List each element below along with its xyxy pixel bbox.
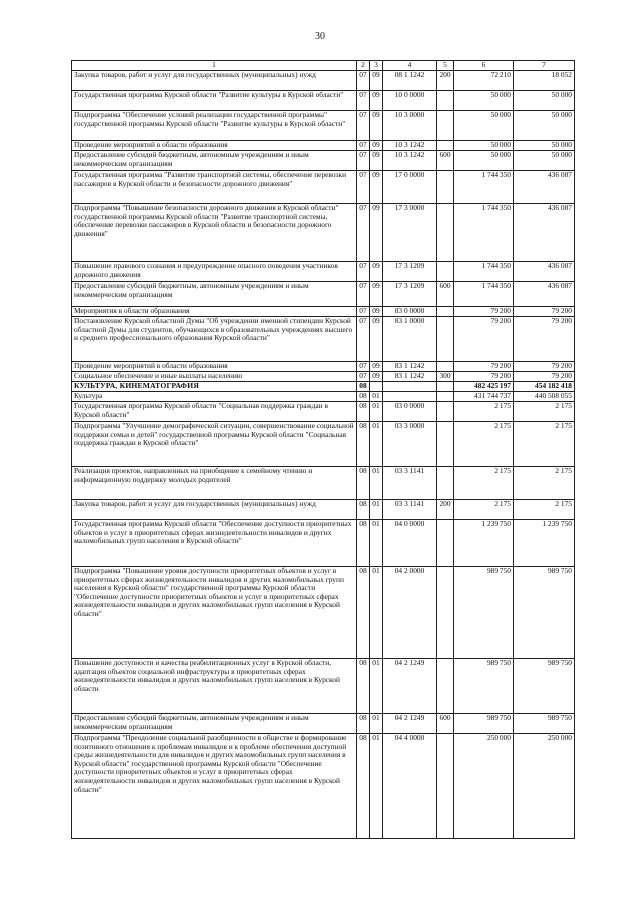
section-code-cell: 07: [357, 71, 370, 91]
header-cell: 2: [357, 61, 370, 71]
row-name-cell: КУЛЬТУРА, КИНЕМАТОГРАФИЯ: [72, 382, 357, 392]
amount-year2-cell: 454 182 418: [514, 382, 575, 392]
amount-year1-cell: 50 000: [454, 111, 514, 141]
amount-year2-cell: 2 175: [514, 500, 575, 520]
section-code-cell: 08: [357, 392, 370, 402]
row-name-cell: Постановление Курской областной Думы "Об учреждении именной стипендии Курской областной Думы для студентов, обучающихся в образовательных учреждениях высшего и среднего профессионального образования Курской области": [72, 317, 357, 362]
table-row: [72, 500, 575, 520]
amount-year2-cell: 1 239 750: [514, 520, 575, 567]
subsection-code-cell: 01: [370, 659, 383, 714]
header-cell: 5: [437, 61, 454, 71]
subsection-code-cell: 01: [370, 714, 383, 734]
expense-type-cell: [437, 171, 454, 204]
expense-type-cell: 600: [437, 282, 454, 307]
amount-year1-cell: 1 744 350: [454, 171, 514, 204]
section-code-cell: 08: [357, 500, 370, 520]
budget-table: [71, 60, 575, 839]
subsection-code-cell: 09: [370, 91, 383, 111]
row-name-cell: Повышение правового сознания и предупреждение опасного поведения участников дорожного движения: [72, 262, 357, 282]
expense-type-cell: 200: [437, 71, 454, 91]
amount-year1-cell: 72 210: [454, 71, 514, 91]
section-code-cell: 08: [357, 382, 370, 392]
amount-year2-cell: 50 000: [514, 151, 575, 171]
target-article-cell: 10 3 1242: [383, 151, 437, 171]
section-code-cell: 08: [357, 520, 370, 567]
amount-year2-cell: 79 200: [514, 307, 575, 317]
table-row: [72, 282, 575, 307]
target-article-cell: 83 1 0000: [383, 317, 437, 362]
amount-year2-cell: 436 087: [514, 282, 575, 307]
table-row: [72, 91, 575, 111]
subsection-code-cell: 01: [370, 422, 383, 467]
table-row: [72, 467, 575, 500]
section-code-cell: 07: [357, 372, 370, 382]
header-cell: 1: [72, 61, 357, 71]
section-code-cell: 08: [357, 402, 370, 422]
expense-type-cell: [437, 91, 454, 111]
expense-type-cell: [437, 734, 454, 839]
amount-year2-cell: 440 508 055: [514, 392, 575, 402]
amount-year1-cell: 79 200: [454, 372, 514, 382]
expense-type-cell: [437, 382, 454, 392]
section-code-cell: 07: [357, 111, 370, 141]
amount-year2-cell: 2 175: [514, 467, 575, 500]
amount-year2-cell: 989 750: [514, 714, 575, 734]
target-article-cell: 04 0 0000: [383, 520, 437, 567]
section-code-cell: 07: [357, 362, 370, 372]
subsection-code-cell: 01: [370, 520, 383, 567]
target-article-cell: 17 3 1209: [383, 262, 437, 282]
amount-year1-cell: 50 000: [454, 91, 514, 111]
target-article-cell: 03 3 0000: [383, 422, 437, 467]
header-cell: 7: [514, 61, 575, 71]
section-code-cell: 07: [357, 307, 370, 317]
row-name-cell: Реализация проектов, направленных на приобщение к семейному чтению и информационную поддержку молодых родителей: [72, 467, 357, 500]
amount-year1-cell: 1 744 350: [454, 282, 514, 307]
row-name-cell: Предоставление субсидий бюджетным, автономным учреждениям и иным некоммерческим организациям: [72, 282, 357, 307]
table-header-row: [72, 61, 575, 71]
subsection-code-cell: 01: [370, 467, 383, 500]
target-article-cell: 83 1 1242: [383, 362, 437, 372]
subsection-code-cell: 09: [370, 141, 383, 151]
section-code-cell: 08: [357, 714, 370, 734]
target-article-cell: 17 3 1209: [383, 282, 437, 307]
amount-year2-cell: 50 000: [514, 141, 575, 151]
section-code-cell: 07: [357, 262, 370, 282]
amount-year2-cell: 250 000: [514, 734, 575, 839]
amount-year1-cell: 79 200: [454, 362, 514, 372]
row-name-cell: Предоставление субсидий бюджетным, автономным учреждениям и иным некоммерческим организациям: [72, 151, 357, 171]
row-name-cell: Культура: [72, 392, 357, 402]
expense-type-cell: [437, 467, 454, 500]
table-row: [72, 151, 575, 171]
amount-year1-cell: 79 200: [454, 307, 514, 317]
subsection-code-cell: 01: [370, 567, 383, 659]
section-code-cell: 07: [357, 204, 370, 262]
table-row: [72, 714, 575, 734]
amount-year2-cell: 989 750: [514, 659, 575, 714]
amount-year2-cell: 18 052: [514, 71, 575, 91]
table-row: [72, 734, 575, 839]
subsection-code-cell: 09: [370, 71, 383, 91]
amount-year1-cell: 2 175: [454, 422, 514, 467]
target-article-cell: 03 3 1141: [383, 467, 437, 500]
target-article-cell: 04 4 0000: [383, 734, 437, 839]
row-name-cell: Проведение мероприятий в области образования: [72, 141, 357, 151]
amount-year1-cell: 989 750: [454, 714, 514, 734]
subsection-code-cell: 09: [370, 151, 383, 171]
subsection-code-cell: 09: [370, 262, 383, 282]
target-article-cell: 17 0 0000: [383, 171, 437, 204]
amount-year1-cell: 431 744 737: [454, 392, 514, 402]
table-row: [72, 372, 575, 382]
row-name-cell: Подпрограмма "Преодоление социальной разобщенности в обществе и формирование позитивного отношения к проблемам инвалидов и к проблеме обеспечения доступной среды жизнедеятельности для инвалидов и других маломобильных групп населения в Курской области" государственной программы Курской области "Обеспечение доступности приоритетных объектов и услуг в приоритетных сферах жизнедеятельности инвалидов и других маломобильных групп населения в Курской области": [72, 734, 357, 839]
expense-type-cell: 200: [437, 500, 454, 520]
amount-year2-cell: 79 200: [514, 317, 575, 362]
target-article-cell: 10 0 0000: [383, 91, 437, 111]
table-row: [72, 141, 575, 151]
section-code-cell: 07: [357, 151, 370, 171]
expense-type-cell: 300: [437, 372, 454, 382]
target-article-cell: 83 0 0000: [383, 307, 437, 317]
header-cell: 3: [370, 61, 383, 71]
amount-year2-cell: 2 175: [514, 402, 575, 422]
amount-year2-cell: 436 087: [514, 262, 575, 282]
amount-year1-cell: 989 750: [454, 567, 514, 659]
amount-year1-cell: 2 175: [454, 402, 514, 422]
amount-year1-cell: 1 744 350: [454, 204, 514, 262]
target-article-cell: [383, 382, 437, 392]
table-row: [72, 71, 575, 91]
table-row: [72, 111, 575, 141]
row-name-cell: Предоставление субсидий бюджетным, автономным учреждениям и иным некоммерческим организациям: [72, 714, 357, 734]
expense-type-cell: 600: [437, 714, 454, 734]
target-article-cell: 10 3 1242: [383, 141, 437, 151]
subsection-code-cell: [370, 382, 383, 392]
row-name-cell: Подпрограмма "Повышение уровня доступности приоритетных объектов и услуг в приоритетных сферах жизнедеятельности инвалидов и других маломобильных групп населения в Курской области" государственной программы Курской области "Обеспечение доступности приоритетных объектов и услуг в приоритетных сферах жизнедеятельности инвалидов и других маломобильных групп населения в Курской области": [72, 567, 357, 659]
table-row: [72, 520, 575, 567]
table-row: [72, 307, 575, 317]
section-code-cell: 08: [357, 659, 370, 714]
target-article-cell: 17 3 0000: [383, 204, 437, 262]
expense-type-cell: [437, 141, 454, 151]
target-article-cell: 03 0 0000: [383, 402, 437, 422]
table-row: [72, 171, 575, 204]
expense-type-cell: [437, 392, 454, 402]
amount-year1-cell: 989 750: [454, 659, 514, 714]
expense-type-cell: [437, 204, 454, 262]
amount-year1-cell: 1 744 350: [454, 262, 514, 282]
target-article-cell: 83 1 1242: [383, 372, 437, 382]
row-name-cell: Закупка товаров, работ и услуг для государственных (муниципальных) нужд: [72, 500, 357, 520]
subsection-code-cell: 09: [370, 204, 383, 262]
amount-year2-cell: 79 200: [514, 372, 575, 382]
amount-year2-cell: 50 000: [514, 91, 575, 111]
expense-type-cell: [437, 362, 454, 372]
table-row: [72, 659, 575, 714]
row-name-cell: Социальное обеспечение и иные выплаты населению: [72, 372, 357, 382]
target-article-cell: 08 1 1242: [383, 71, 437, 91]
expense-type-cell: [437, 307, 454, 317]
row-name-cell: Повышение доступности и качества реабилитационных услуг в Курской области, адаптация объектов социальной инфраструктуры в приоритетных сферах жизнедеятельности инвалидов и других маломобильных групп населения в Курской области: [72, 659, 357, 714]
subsection-code-cell: 01: [370, 392, 383, 402]
expense-type-cell: [437, 317, 454, 362]
table-row: [72, 567, 575, 659]
amount-year2-cell: 436 087: [514, 204, 575, 262]
subsection-code-cell: 09: [370, 282, 383, 307]
header-cell: 6: [454, 61, 514, 71]
target-article-cell: 04 2 1249: [383, 659, 437, 714]
row-name-cell: Закупка товаров, работ и услуг для государственных (муниципальных) нужд: [72, 71, 357, 91]
header-cell: 4: [383, 61, 437, 71]
table-row: [72, 362, 575, 372]
amount-year2-cell: 989 750: [514, 567, 575, 659]
amount-year2-cell: 2 175: [514, 422, 575, 467]
table-row: [72, 262, 575, 282]
table-row: [72, 317, 575, 362]
table-row: [72, 204, 575, 262]
table-row: [72, 402, 575, 422]
row-name-cell: Государственная программа "Развитие транспортной системы, обеспечение перевозки пассажиров в Курской области и безопасности дорожного движения": [72, 171, 357, 204]
row-name-cell: Подпрограмма "Обеспечение условий реализации государственной программы" государственной программы Курской области "Развитие культуры в Курской области": [72, 111, 357, 141]
subsection-code-cell: 09: [370, 111, 383, 141]
subsection-code-cell: 09: [370, 307, 383, 317]
amount-year2-cell: 436 087: [514, 171, 575, 204]
target-article-cell: 10 3 0000: [383, 111, 437, 141]
expense-type-cell: [437, 111, 454, 141]
target-article-cell: 04 2 1249: [383, 714, 437, 734]
target-article-cell: [383, 392, 437, 402]
amount-year1-cell: 79 200: [454, 317, 514, 362]
row-name-cell: Государственная программа Курской области "Развитие культуры в Курской области": [72, 91, 357, 111]
row-name-cell: Подпрограмма "Повышение безопасности дорожного движения в Курской области" государственной программы Курской области "Развитие транспортной системы, обеспечение перевозки пассажиров в Курской области и безопасности дорожного движения": [72, 204, 357, 262]
section-code-cell: 08: [357, 734, 370, 839]
subsection-code-cell: 01: [370, 734, 383, 839]
subsection-code-cell: 01: [370, 500, 383, 520]
amount-year1-cell: 1 239 750: [454, 520, 514, 567]
row-name-cell: Мероприятия в области образования: [72, 307, 357, 317]
page-number: 30: [315, 31, 325, 42]
section-code-cell: 07: [357, 91, 370, 111]
subsection-code-cell: 09: [370, 317, 383, 362]
table-row: [72, 382, 575, 392]
subsection-code-cell: 09: [370, 372, 383, 382]
row-name-cell: Подпрограмма "Улучшение демографической ситуации, совершенствование социальной поддержки семьи и детей" государственной программы Курской области "Социальная поддержка граждан в Курской области": [72, 422, 357, 467]
section-code-cell: 07: [357, 282, 370, 307]
amount-year2-cell: 79 200: [514, 362, 575, 372]
amount-year2-cell: 50 000: [514, 111, 575, 141]
expense-type-cell: [437, 422, 454, 467]
subsection-code-cell: 09: [370, 362, 383, 372]
expense-type-cell: 600: [437, 151, 454, 171]
section-code-cell: 08: [357, 422, 370, 467]
amount-year1-cell: 50 000: [454, 141, 514, 151]
section-code-cell: 08: [357, 567, 370, 659]
expense-type-cell: [437, 520, 454, 567]
expense-type-cell: [437, 262, 454, 282]
expense-type-cell: [437, 402, 454, 422]
row-name-cell: Государственная программа Курской области "Социальная поддержка граждан в Курской области": [72, 402, 357, 422]
section-code-cell: 07: [357, 317, 370, 362]
amount-year1-cell: 482 425 197: [454, 382, 514, 392]
table-row: [72, 422, 575, 467]
row-name-cell: Проведение мероприятий в области образования: [72, 362, 357, 372]
target-article-cell: 04 2 0000: [383, 567, 437, 659]
target-article-cell: 03 3 1141: [383, 500, 437, 520]
row-name-cell: Государственная программа Курской области "Обеспечение доступности приоритетных объектов и услуг в приоритетных сферах жизнедеятельности инвалидов и других маломобильных групп населения в Курской области": [72, 520, 357, 567]
amount-year1-cell: 2 175: [454, 500, 514, 520]
section-code-cell: 07: [357, 171, 370, 204]
subsection-code-cell: 01: [370, 402, 383, 422]
amount-year1-cell: 2 175: [454, 467, 514, 500]
table-row: [72, 392, 575, 402]
subsection-code-cell: 09: [370, 171, 383, 204]
expense-type-cell: [437, 659, 454, 714]
section-code-cell: 08: [357, 467, 370, 500]
expense-type-cell: [437, 567, 454, 659]
amount-year1-cell: 50 000: [454, 151, 514, 171]
section-code-cell: 07: [357, 141, 370, 151]
amount-year1-cell: 250 000: [454, 734, 514, 839]
